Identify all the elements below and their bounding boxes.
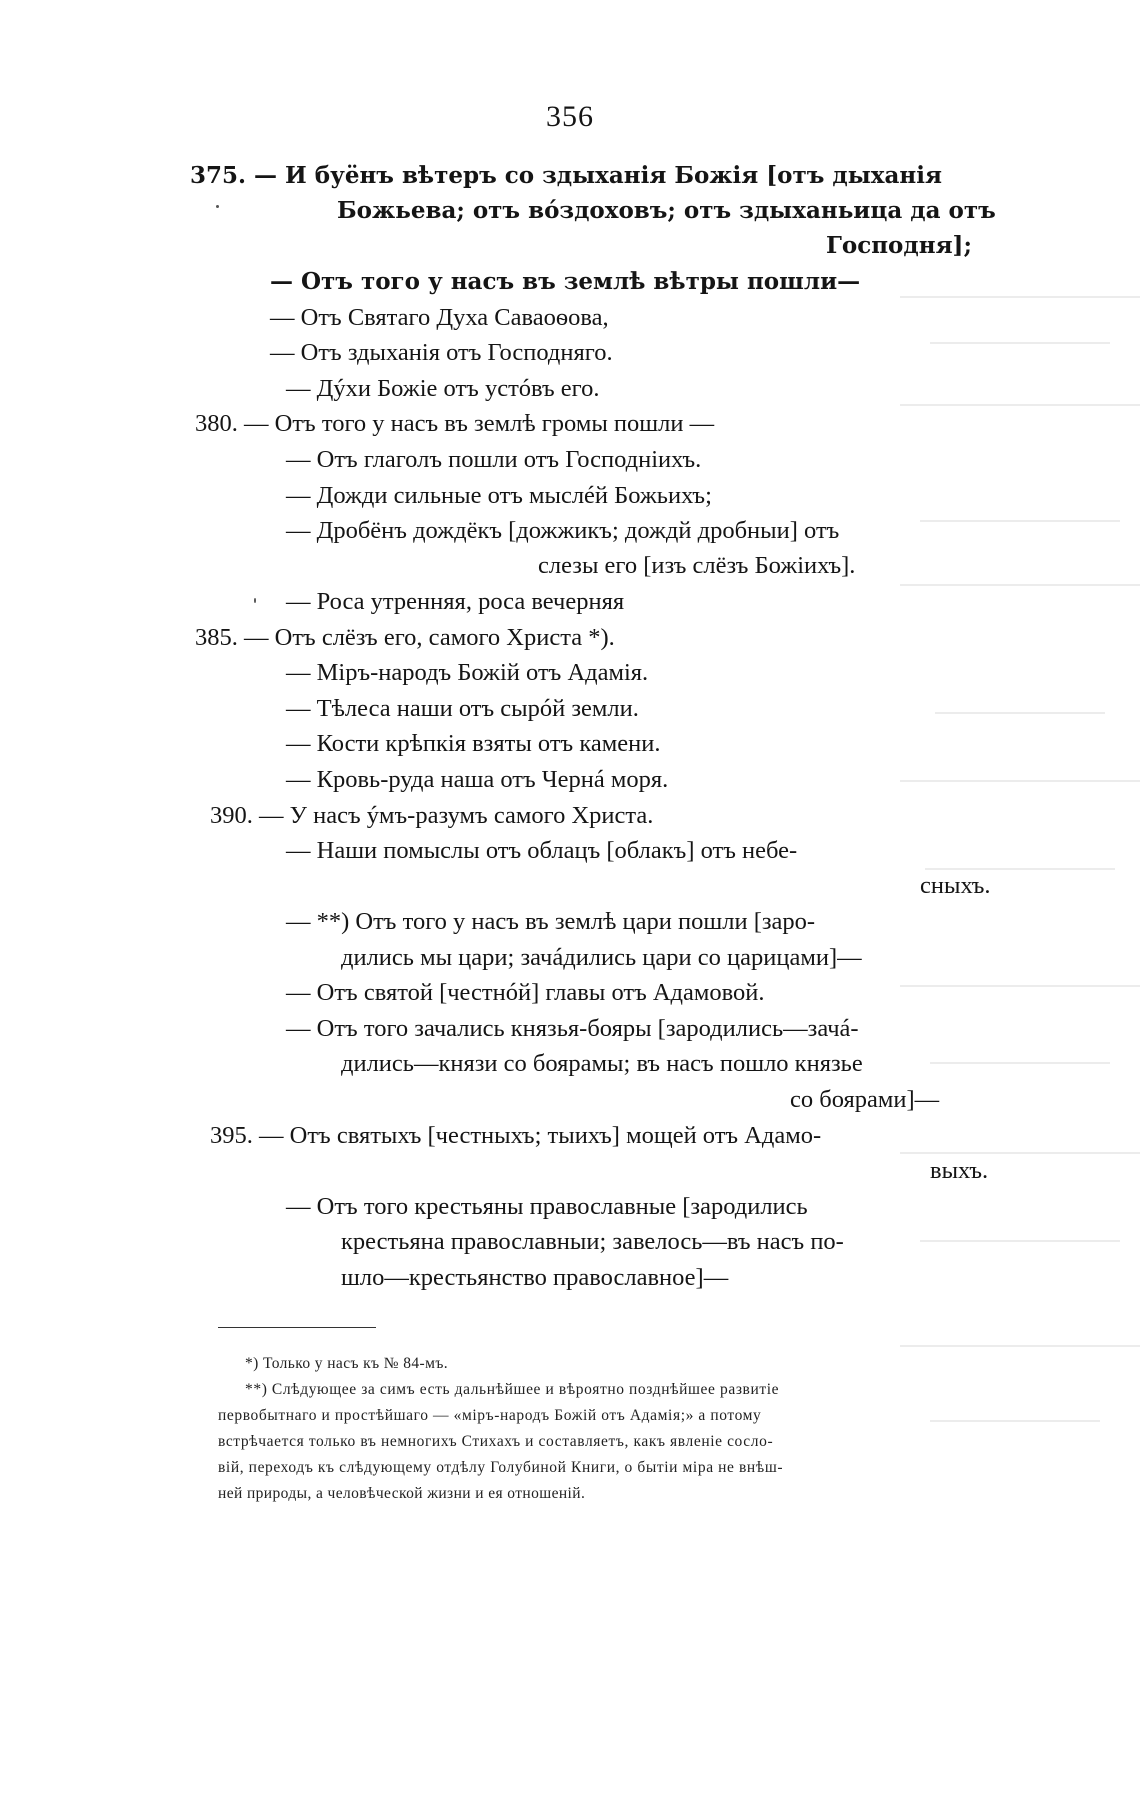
bleed-through-mark	[930, 1420, 1100, 1422]
verse-line: — Отъ святой [честнóй] главы отъ Адамовой.	[286, 979, 765, 1006]
verse-line: — Дробёнъ дождёкъ [дожжикъ; дождй дробныи] отъ	[286, 517, 840, 544]
verse-line: выхъ.	[930, 1157, 989, 1184]
verse-line: — Міръ-народъ Божій отъ Адамія.	[286, 659, 649, 686]
verse-line: — Отъ здыханія отъ Господняго.	[270, 339, 613, 366]
verse-line: — Дожди сильные отъ мыслéй Божьихъ;	[286, 482, 712, 509]
bleed-through-mark	[900, 1152, 1140, 1154]
verse-line: — Роса утренняя, роса вечерняя	[286, 588, 625, 615]
print-speck	[216, 205, 219, 208]
verse-line: крестьяна православныи; завелось—въ насъ по-	[341, 1228, 844, 1255]
print-speck	[254, 598, 256, 603]
verse-line: — Тѣлеса наши отъ сырóй земли.	[286, 695, 639, 722]
verse-line-395: 395. — Отъ святыхъ [честныхъ; тыихъ] мощей отъ Адамо-	[210, 1122, 822, 1149]
verse-line: — Отъ Святаго Духа Саваоѳова,	[270, 304, 609, 331]
verse-line-380: 380. — Отъ того у насъ въ землѣ громы пошли —	[195, 410, 715, 437]
footnote-2: **) Слѣдующее за симъ есть дальнѣйшее и вѣроятно позднѣйшее развитіе	[245, 1381, 780, 1398]
bleed-through-mark	[920, 520, 1120, 522]
footnote-1: *) Только у насъ къ № 84-мъ.	[245, 1355, 449, 1372]
verse-line: Господня];	[826, 232, 972, 259]
verse-line: — Отъ того крестьяны православные [зародились	[286, 1193, 808, 1220]
bleed-through-mark	[900, 780, 1140, 782]
verse-line: — Наши помыслы отъ облацъ [облакъ] отъ небе-	[286, 837, 798, 864]
verse-line: — Кости крѣпкія взяты отъ камени.	[286, 730, 661, 757]
footnote-2-line: вій, переходъ къ слѣдующему отдѣлу Голубиной Книги, о бытіи міра не внѣш-	[218, 1459, 784, 1476]
bleed-through-mark	[900, 296, 1140, 298]
verse-line: сныхъ.	[920, 872, 991, 899]
bleed-through-mark	[925, 868, 1115, 870]
verse-line: шло—крестьянство православное]—	[341, 1264, 729, 1291]
page-number: 356	[546, 100, 594, 133]
verse-line: — Кровь-руда наша отъ Чернá моря.	[286, 766, 669, 793]
verse-line: — Отъ глаголъ пошли отъ Господніихъ.	[286, 446, 702, 473]
verse-line: — **) Отъ того у насъ въ землѣ цари пошли [заро-	[286, 908, 816, 935]
verse-line: дились мы цари; зачáдились цари со царицами]—	[341, 944, 862, 971]
verse-line: слезы его [изъ слёзъ Божіихъ].	[538, 552, 856, 579]
verse-line: дились—князи со боярамы; въ насъ пошло князье	[341, 1050, 863, 1077]
bleed-through-mark	[900, 584, 1140, 586]
verse-line: Божьева; отъ вóздоховъ; отъ здыханьица да отъ	[337, 197, 996, 224]
footnote-2-line: первобытнаго и простѣйшаго — «міръ-народъ Божій отъ Адамія;» а потому	[218, 1407, 762, 1424]
bleed-through-mark	[900, 985, 1140, 987]
footnote-divider	[218, 1327, 376, 1328]
bleed-through-mark	[900, 1345, 1140, 1347]
verse-line: — Отъ того у насъ въ землѣ вѣтры пошли—	[270, 268, 861, 295]
bleed-through-mark	[920, 1240, 1120, 1242]
verse-line-390: 390. — У насъ ýмъ-разумъ самого Христа.	[210, 802, 654, 829]
verse-line-375: 375. — И буёнъ вѣтеръ со здыханія Божія [отъ дыханія	[190, 162, 942, 189]
footnote-2-line: встрѣчается только въ немногихъ Стихахъ и составляетъ, какъ явленіе сосло-	[218, 1433, 774, 1450]
verse-line: — Дýхи Божіе отъ устóвъ его.	[286, 375, 600, 402]
footnote-2-line: ней природы, а человѣческой жизни и ея отношеній.	[218, 1485, 586, 1502]
bleed-through-mark	[930, 1062, 1110, 1064]
bleed-through-mark	[900, 404, 1140, 406]
verse-line: со боярами]—	[790, 1086, 940, 1113]
bleed-through-mark	[930, 342, 1110, 344]
verse-line-385: 385. — Отъ слёзъ его, самого Христа *).	[195, 624, 615, 651]
bleed-through-mark	[935, 712, 1105, 714]
verse-line: — Отъ того зачались князья-бояры [зародились—зачá-	[286, 1015, 859, 1042]
